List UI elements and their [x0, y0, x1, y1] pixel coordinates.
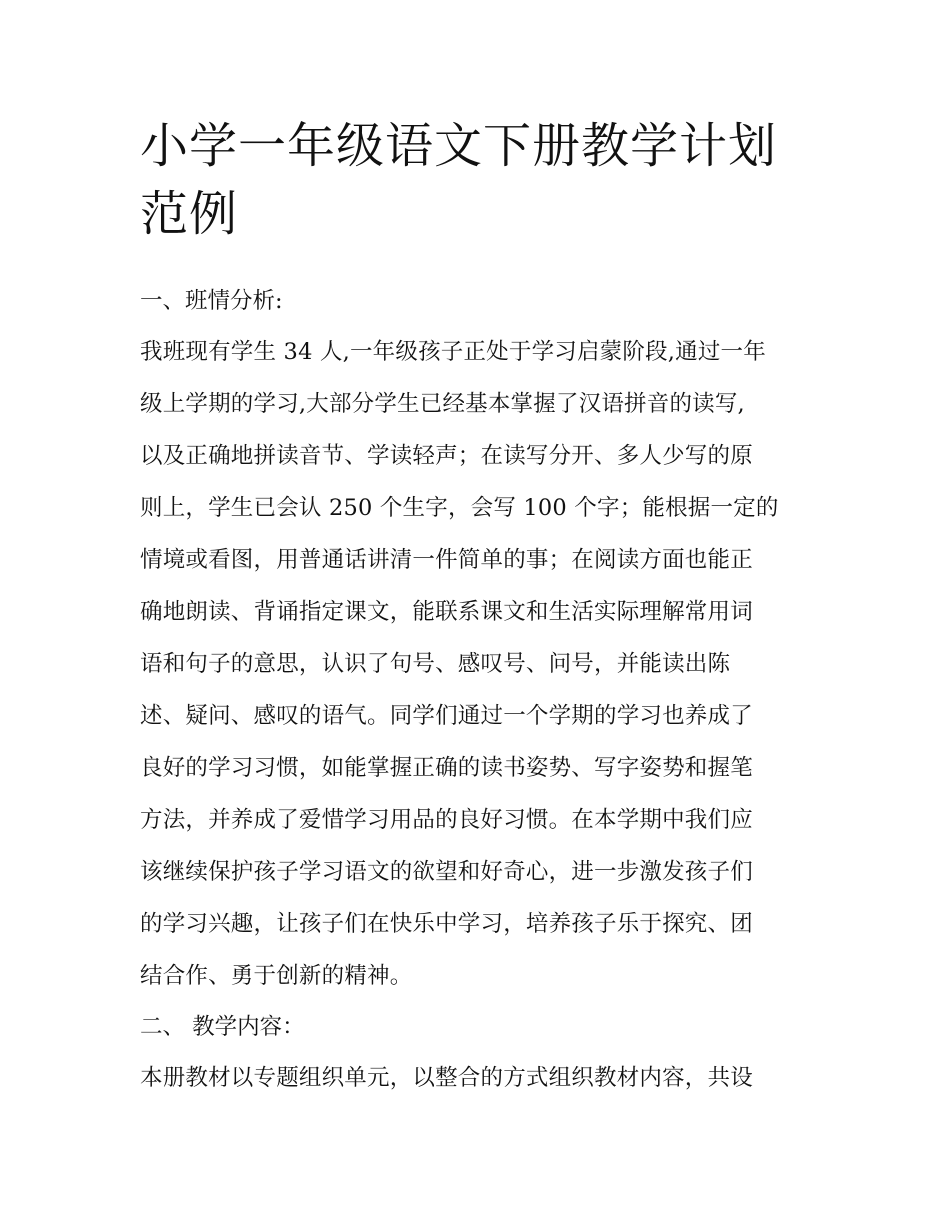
text-line: 确地朗读、背诵指定课文，能联系课文和生活实际理解常用词	[140, 599, 753, 625]
text-line: 述、疑问、感叹的语气。同学们通过一个学期的学习也养成了	[140, 703, 753, 729]
text-line: 语和句子的意思，认识了句号、感叹号、问号，并能读出陈	[140, 651, 731, 677]
text-line: 以及正确地拼读音节、学读轻声；在读写分开、多人少写的原	[140, 443, 753, 469]
text-line: 结合作、勇于创新的精神。	[140, 963, 413, 989]
document-body	[140, 276, 820, 1104]
text-line: 该继续保护孩子学习语文的欲望和好奇心，进一步激发孩子们	[140, 859, 753, 885]
text-line: 本册教材以专题组织单元，以整合的方式组织教材内容，共设	[140, 1065, 753, 1091]
text-line: 则上，学生已会认 250 个生字，会写 100 个字；能根据一定的	[140, 495, 779, 521]
text-line: 的学习兴趣，让孩子们在快乐中学习，培养孩子乐于探究、团	[140, 911, 753, 937]
text-line: 情境或看图，用普通话讲清一件简单的事；在阅读方面也能正	[140, 547, 753, 573]
title-line: 范例	[140, 186, 239, 242]
text-line: 良好的学习习惯，如能掌握正确的读书姿势、写字姿势和握笔	[140, 755, 753, 781]
text-line: 级上学期的学习,大部分学生已经基本掌握了汉语拼音的读写,	[140, 391, 745, 417]
text-line: 方法，并养成了爱惜学习用品的良好习惯。在本学期中我们应	[140, 807, 753, 833]
section-heading-teaching-content: 二、 教学内容：	[140, 1014, 305, 1040]
document-title	[140, 112, 820, 248]
paragraph-class-analysis	[140, 326, 820, 1002]
title-line: 小学一年级语文下册教学计划	[140, 118, 778, 174]
section-heading-class-analysis: 一、班情分析:	[140, 288, 283, 314]
text-line: 我班现有学生 34 人,一年级孩子正处于学习启蒙阶段,通过一年	[140, 339, 766, 365]
paragraph-teaching-content	[140, 1052, 820, 1104]
